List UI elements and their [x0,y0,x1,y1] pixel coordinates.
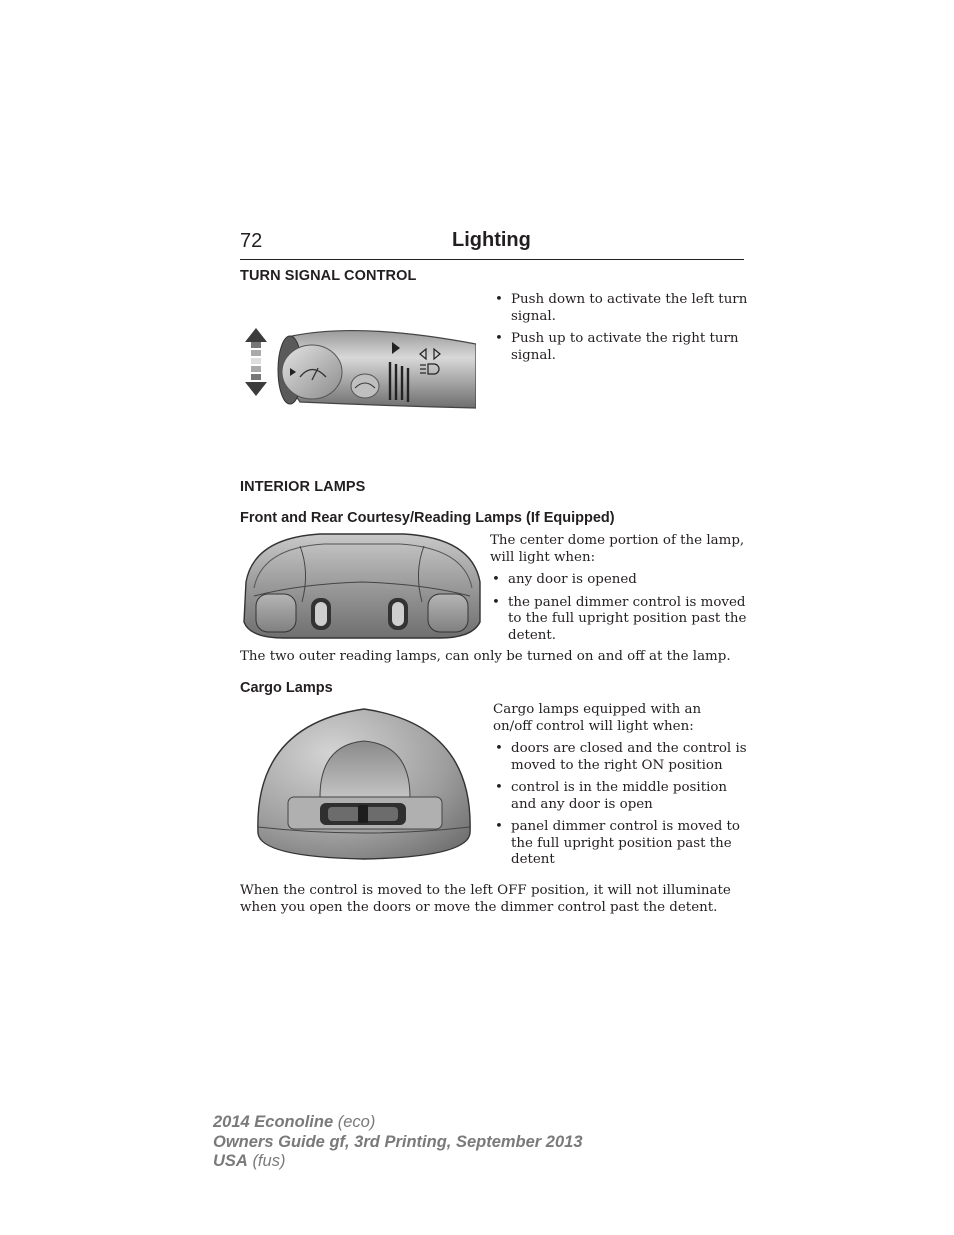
footer-model-line [213,1112,375,1132]
turn-signal-bullets [493,292,749,370]
footer-model-code: (eco) [337,1113,376,1131]
right-reading-lamp-switch [388,598,408,630]
list-item: • Push down to activate the left turn signal. [493,292,749,325]
footer-region: USA [213,1152,248,1170]
interior-lamps-heading: INTERIOR LAMPS [240,479,366,495]
courtesy-bullets [490,572,748,650]
left-reading-lamp-switch [311,598,331,630]
cargo-lamp-switch [320,803,406,825]
list-item: • doors are closed and the control is moved to the right ON position [493,741,749,774]
cargo-note: When the control is moved to the left OFF position, it will not illuminate when you open the doors or move the dimmer control past the detent. [240,883,731,915]
courtesy-lamps-subheading: Front and Rear Courtesy/Reading Lamps (If Equipped) [240,510,615,526]
footer-guide: Owners Guide gf, 3rd Printing, September 2013 [213,1133,583,1151]
list-item: • the panel dimmer control is moved to the full upright position past the detent. [490,595,748,645]
list-item: • any door is opened [490,572,748,589]
footer-model: 2014 Econoline [213,1113,334,1131]
courtesy-intro: The center dome portion of the lamp, will light when: [490,533,745,565]
list-item: • Push up to activate the right turn signal. [493,331,749,364]
courtesy-lamp-illustration [240,532,484,640]
footer-region-line [213,1151,285,1171]
turn-signal-heading: TURN SIGNAL CONTROL [240,268,417,284]
turn-signal-stalk-illustration [240,322,476,410]
footer-region-code: (fus) [252,1152,286,1170]
header-rule [240,259,744,260]
page-title: Lighting [452,229,531,251]
up-down-arrow-icon [245,328,267,396]
footer-guide-line [213,1132,583,1152]
list-item: • control is in the middle position and any door is open [493,780,749,813]
cargo-lamps-subheading: Cargo Lamps [240,680,333,696]
page-number: 72 [240,230,263,252]
list-item: • panel dimmer control is moved to the full upright position past the detent [493,819,749,869]
cargo-intro: Cargo lamps equipped with an on/off control will light when: [493,702,702,734]
cargo-lamp-illustration [254,705,474,861]
courtesy-note: The two outer reading lamps, can only be turned on and off at the lamp. [240,649,731,664]
cargo-bullets [493,741,749,875]
